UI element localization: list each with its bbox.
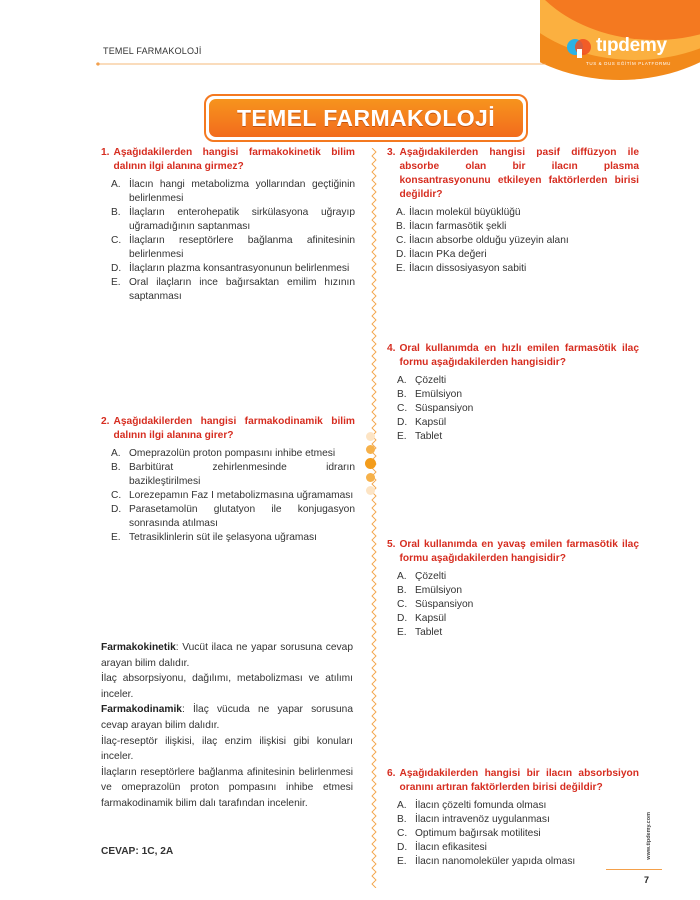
question-number: 1. bbox=[101, 147, 110, 158]
option-text: Omeprazolün proton pompasını inhibe etmesi bbox=[129, 448, 336, 459]
question-number: 6. bbox=[387, 768, 396, 779]
question-text: Aşağıdakilerden hangisi bir ilacın absorbsiyon oranını artıran faktörlerden birisi değildir? bbox=[399, 768, 639, 793]
option-text: Çözelti bbox=[415, 571, 447, 582]
option-letter: E. bbox=[397, 627, 407, 638]
option-letter: C. bbox=[111, 235, 122, 246]
option-text: İlacın hangi metabolizma yollarından geçtiğinin belirlenmesi bbox=[129, 179, 355, 204]
divider-dot bbox=[365, 458, 376, 469]
divider-dot bbox=[366, 432, 375, 441]
question-2 bbox=[101, 415, 355, 545]
side-url[interactable]: www.tipdemy.com bbox=[646, 812, 652, 860]
option-text: İlaçların reseptörlere bağlanma afinitesinin belirlenmesi bbox=[129, 235, 355, 260]
logo-mark-icon bbox=[566, 37, 594, 59]
option-b[interactable] bbox=[396, 220, 639, 234]
explanation-text: : İlaç vücuda ne yapar sorusuna cevap arayan bilim dalıdır. bbox=[101, 704, 353, 731]
option-text: Emülsiyon bbox=[415, 389, 462, 400]
option-list bbox=[387, 799, 639, 869]
divider-dots bbox=[364, 432, 376, 499]
question-3 bbox=[387, 146, 639, 276]
option-letter: D. bbox=[396, 249, 407, 260]
page-title: TEMEL FARMAKOLOJİ bbox=[236, 104, 496, 131]
option-letter: A. bbox=[111, 448, 121, 459]
question-number: 3. bbox=[387, 147, 396, 158]
option-b[interactable] bbox=[397, 584, 639, 598]
option-letter: D. bbox=[111, 504, 122, 515]
option-letter: C. bbox=[397, 828, 408, 839]
section-label: TEMEL FARMAKOLOJİ bbox=[103, 46, 202, 56]
question-text: Aşağıdakilerden hangisi farmakodinamik bilim dalının ilgi alanına girer? bbox=[113, 416, 355, 441]
tipdemy-logo[interactable] bbox=[566, 34, 690, 74]
option-e[interactable] bbox=[397, 855, 639, 869]
option-text: Emülsiyon bbox=[415, 585, 462, 596]
option-letter: A. bbox=[397, 571, 407, 582]
logo-text: tıpdemy bbox=[596, 35, 667, 56]
option-text: Tetrasiklinlerin süt ile şelasyona uğraması bbox=[129, 532, 317, 543]
explanation-paragraph: İlaç absorpsiyonu, dağılımı, metabolizması ve atılımı inceler. bbox=[101, 673, 353, 700]
option-text: Süspansiyon bbox=[415, 403, 474, 414]
question-stem bbox=[387, 146, 639, 202]
option-letter: B. bbox=[396, 221, 406, 232]
option-text: İlacın dissosiyasyon sabiti bbox=[409, 263, 527, 274]
option-letter: A. bbox=[397, 800, 407, 811]
question-text: Oral kullanımda en yavaş emilen farmasötik ilaç formu aşağıdakilerden hangisidir? bbox=[399, 539, 639, 564]
option-d[interactable] bbox=[111, 503, 355, 531]
option-letter: D. bbox=[111, 263, 122, 274]
logo-tagline: TUS & DUS EĞİTİM PLATFORMU bbox=[586, 61, 672, 66]
option-c[interactable] bbox=[111, 489, 355, 503]
option-text: Optimum bağırsak motilitesi bbox=[415, 828, 541, 839]
option-e[interactable] bbox=[111, 276, 355, 304]
option-letter: D. bbox=[397, 842, 408, 853]
option-c[interactable] bbox=[111, 234, 355, 262]
option-b[interactable] bbox=[111, 461, 355, 489]
option-text: İlacın intravenöz uygulanması bbox=[415, 814, 550, 825]
option-text: Parasetamolün glutatyon ile konjugasyon sonrasında atılması bbox=[129, 504, 355, 529]
question-stem bbox=[387, 538, 639, 566]
question-5 bbox=[387, 538, 639, 640]
option-letter: E. bbox=[397, 856, 407, 867]
question-4 bbox=[387, 342, 639, 444]
option-letter: E. bbox=[397, 431, 407, 442]
question-stem bbox=[101, 146, 355, 174]
option-e[interactable] bbox=[397, 430, 639, 444]
option-letter: E. bbox=[111, 532, 121, 543]
option-c[interactable] bbox=[397, 402, 639, 416]
option-e[interactable] bbox=[396, 262, 639, 276]
option-list bbox=[387, 374, 639, 444]
divider-dot bbox=[366, 445, 375, 454]
option-text: Tablet bbox=[415, 431, 443, 442]
option-letter: B. bbox=[397, 389, 407, 400]
option-text: Barbitürat zehirlenmesinde idrarın bazikleştirilmesi bbox=[129, 462, 355, 487]
question-number: 5. bbox=[387, 539, 396, 550]
option-text: Tablet bbox=[415, 627, 443, 638]
option-text: Çözelti bbox=[415, 375, 447, 386]
option-d[interactable] bbox=[111, 262, 355, 276]
option-letter: A. bbox=[111, 179, 121, 190]
option-text: İlacın efikasitesi bbox=[415, 842, 487, 853]
question-6 bbox=[387, 767, 639, 869]
answer-key: CEVAP: 1C, 2A bbox=[101, 846, 174, 857]
option-text: Süspansiyon bbox=[415, 599, 474, 610]
option-letter: E. bbox=[111, 277, 121, 288]
option-list bbox=[101, 447, 355, 545]
option-letter: D. bbox=[397, 417, 408, 428]
option-e[interactable] bbox=[111, 531, 355, 545]
option-letter: B. bbox=[111, 462, 121, 473]
explanation-term: Farmakokinetik bbox=[101, 642, 176, 653]
option-a[interactable] bbox=[397, 374, 639, 388]
footer-line bbox=[606, 869, 662, 870]
divider-dot bbox=[366, 473, 375, 482]
question-text: Aşağıdakilerden hangisi farmakokinetik bilim dalının ilgi alanına girmez? bbox=[113, 147, 355, 172]
explanation-paragraph bbox=[101, 702, 353, 733]
option-letter: A. bbox=[396, 207, 406, 218]
option-d[interactable] bbox=[397, 612, 639, 626]
divider-dot bbox=[366, 486, 375, 495]
option-letter: B. bbox=[397, 585, 407, 596]
question-number: 4. bbox=[387, 343, 396, 354]
option-text: İlacın PKa değeri bbox=[409, 249, 487, 260]
question-text: Aşağıdakilerden hangisi pasif diffüzyon ile absorbe olan bir ilacın plasma konsantrasyonunu etkileyen faktörlerden birisi değildir? bbox=[399, 147, 639, 200]
question-text: Oral kullanımda en hızlı emilen farmasötik ilaç formu aşağıdakilerden hangisidir? bbox=[399, 343, 639, 368]
question-stem bbox=[387, 767, 639, 795]
option-c[interactable] bbox=[396, 234, 639, 248]
header-divider bbox=[96, 60, 556, 68]
explanation-text: : Vucüt ilaca ne yapar sorusuna cevap arayan bilim dalıdır. bbox=[101, 642, 353, 669]
option-a[interactable] bbox=[397, 570, 639, 584]
option-letter: A. bbox=[397, 375, 407, 386]
explanation-paragraph: İlaçların reseptörlere bağlanma afinitesinin belirlenmesi ve omeprazolün proton pompasını inhibe etmesi farmakodinamik bilim dalı tarafından incelenir. bbox=[101, 766, 353, 809]
option-b[interactable] bbox=[397, 388, 639, 402]
option-text: İlacın molekül büyüklüğü bbox=[409, 207, 521, 218]
option-text: İlaçların plazma konsantrasyonunun belirlenmesi bbox=[129, 263, 350, 274]
option-text: İlacın farmasötik şekli bbox=[409, 221, 507, 232]
option-list bbox=[387, 570, 639, 640]
option-list bbox=[387, 206, 639, 276]
option-list bbox=[101, 178, 355, 304]
option-a[interactable] bbox=[111, 178, 355, 206]
option-letter: B. bbox=[397, 814, 407, 825]
question-number: 2. bbox=[101, 416, 110, 427]
option-c[interactable] bbox=[397, 598, 639, 612]
explanation-paragraph bbox=[101, 640, 353, 671]
option-text: Kapsül bbox=[415, 417, 447, 428]
option-letter: D. bbox=[397, 613, 408, 624]
option-text: İlacın çözelti fomunda olması bbox=[415, 800, 547, 811]
option-text: Lorezepamın Faz I metabolizmasına uğramaması bbox=[129, 490, 354, 501]
option-letter: C. bbox=[111, 490, 122, 501]
option-d[interactable] bbox=[396, 248, 639, 262]
explanation-block bbox=[101, 640, 353, 812]
option-letter: E. bbox=[396, 263, 406, 274]
option-d[interactable] bbox=[397, 416, 639, 430]
option-d[interactable] bbox=[397, 841, 639, 855]
option-b[interactable] bbox=[397, 813, 639, 827]
option-text: Oral ilaçların ince bağırsaktan emilim hızının saptanması bbox=[129, 277, 355, 302]
option-c[interactable] bbox=[397, 827, 639, 841]
option-a[interactable] bbox=[396, 206, 639, 220]
option-a[interactable] bbox=[111, 447, 355, 461]
option-letter: C. bbox=[397, 599, 408, 610]
option-text: Kapsül bbox=[415, 613, 447, 624]
question-stem bbox=[387, 342, 639, 370]
explanation-paragraph: İlaç-reseptör ilişkisi, ilaç enzim ilişkisi gibi konuları inceler. bbox=[101, 735, 353, 763]
option-text: İlaçların enterohepatik sirkülasyona uğrayıp uğramadığının saptanması bbox=[129, 207, 355, 232]
question-1 bbox=[101, 146, 355, 304]
option-letter: C. bbox=[396, 235, 407, 246]
option-text: İlacın absorbe olduğu yüzeyin alanı bbox=[409, 235, 569, 246]
option-letter: B. bbox=[111, 207, 121, 218]
option-text: İlacın nanomoleküler yapıda olması bbox=[415, 856, 576, 867]
option-b[interactable] bbox=[111, 206, 355, 234]
option-e[interactable] bbox=[397, 626, 639, 640]
page-number: 7 bbox=[644, 875, 650, 885]
page-title-banner bbox=[204, 94, 528, 142]
option-a[interactable] bbox=[397, 799, 639, 813]
option-letter: C. bbox=[397, 403, 408, 414]
explanation-term: Farmakodinamik bbox=[101, 704, 182, 716]
question-stem bbox=[101, 415, 355, 443]
column-divider bbox=[371, 148, 377, 888]
